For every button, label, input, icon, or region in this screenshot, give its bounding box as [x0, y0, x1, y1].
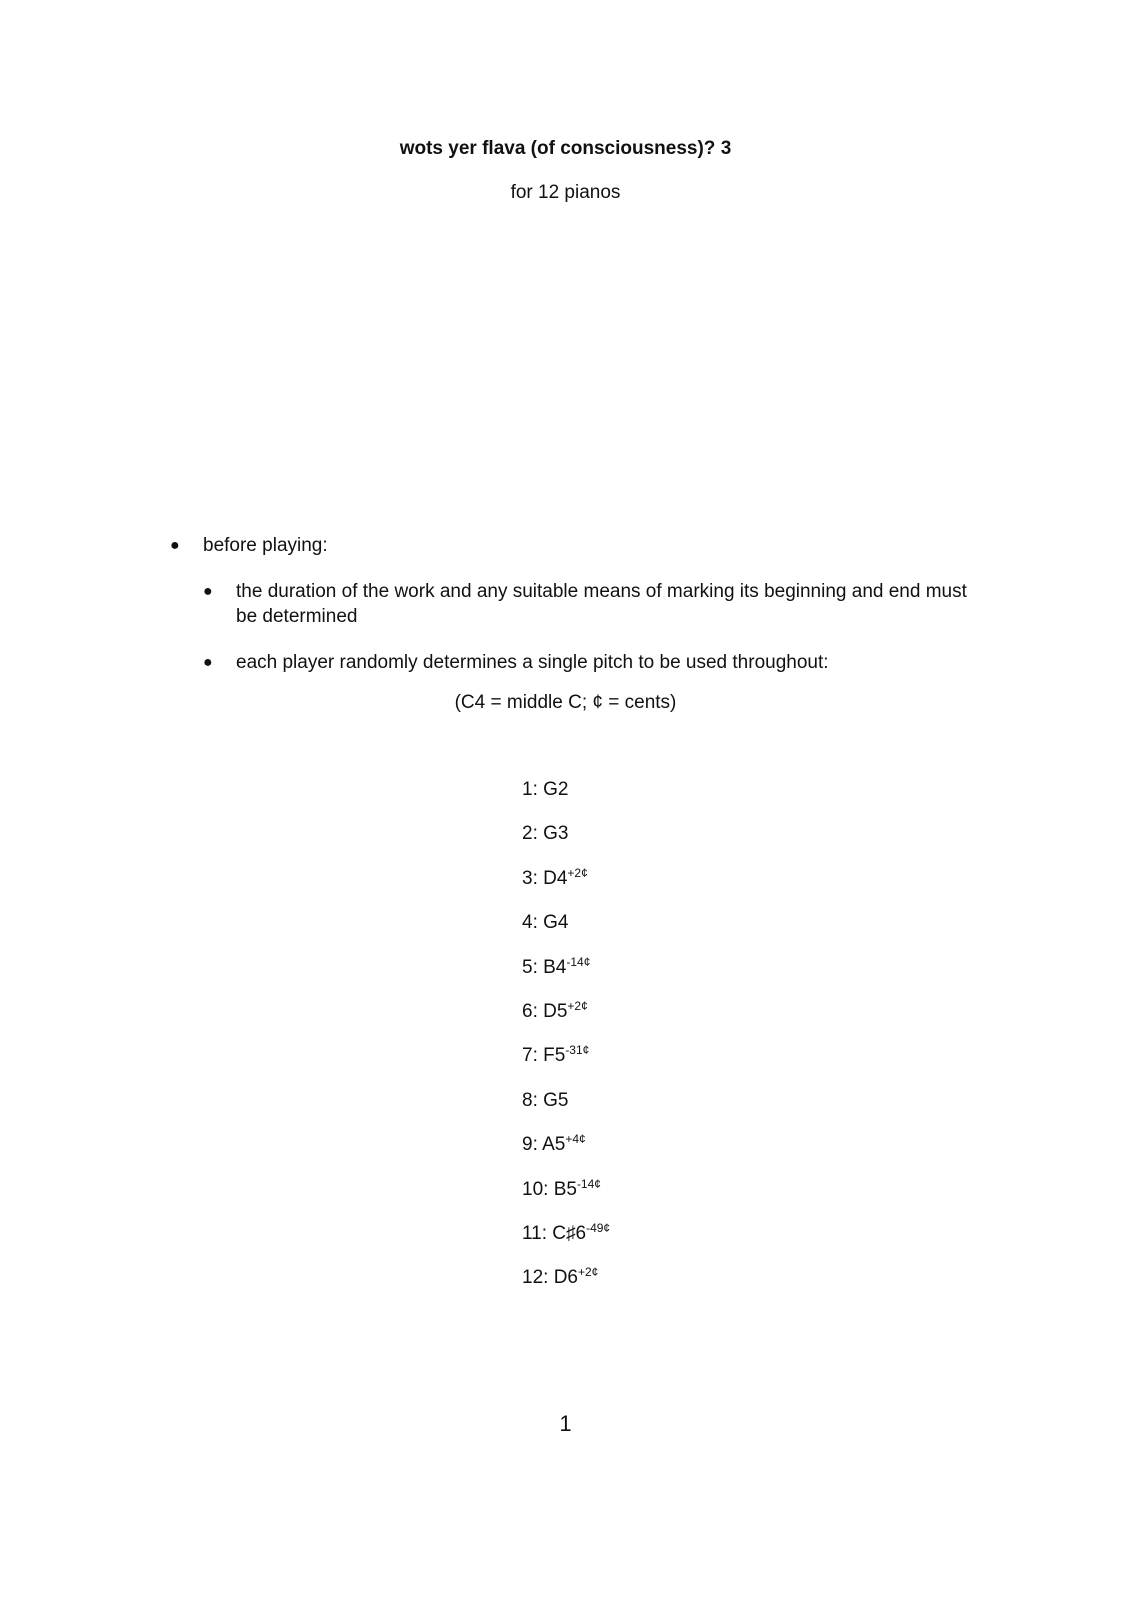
pitch-cents: -49¢: [586, 1220, 611, 1235]
page-number: 1: [559, 1411, 572, 1436]
instruction-item-text: each player randomly determines a single pitch to be used throughout:: [236, 652, 829, 673]
pitch-item: [522, 865, 610, 912]
instruction-item: [203, 650, 993, 675]
pitch-cents: +2¢: [567, 998, 588, 1013]
pitch-label: 2: G3: [522, 823, 569, 845]
bullet-icon: ●: [170, 537, 180, 554]
instruction-heading-text: before playing:: [203, 535, 328, 556]
document-subtitle: for 12 pianos: [510, 182, 621, 203]
bullet-icon: ●: [203, 583, 213, 600]
pitch-item: [522, 1176, 610, 1223]
pitch-label: 12: D6: [522, 1267, 578, 1289]
pitch-item: [522, 1045, 610, 1089]
pitch-item: [522, 1090, 610, 1134]
pitch-label: 1: G2: [522, 779, 569, 800]
pitch-label: 5: B4: [522, 956, 567, 978]
pitch-label: 8: G5: [522, 1089, 569, 1111]
pitch-cents: +4¢: [565, 1132, 586, 1147]
pitch-label: 7: F5: [522, 1045, 566, 1067]
pitch-label: 3: D4: [522, 867, 568, 889]
pitch-label: 6: D5: [522, 1000, 568, 1022]
pitch-label: 11: C♯6: [522, 1222, 587, 1244]
pitch-label: 4: G4: [522, 912, 569, 934]
pitch-legend: (C4 = middle C; ¢ = cents): [454, 692, 677, 713]
pitch-label: 10: B5: [522, 1178, 577, 1200]
pitch-cents: -31¢: [565, 1043, 590, 1058]
instruction-heading: [170, 533, 328, 558]
pitch-item: [522, 823, 610, 867]
pitch-item: [522, 1134, 610, 1178]
bullet-icon: ●: [203, 654, 213, 671]
pitch-item: [522, 1267, 610, 1311]
instruction-item-text: the duration of the work and any suitable means of marking its beginning and end must be determined: [236, 581, 967, 627]
pitch-cents: +2¢: [577, 1265, 599, 1280]
pitch-cents: -14¢: [576, 1176, 601, 1191]
pitch-cents: -14¢: [566, 954, 591, 969]
pitch-item: [522, 912, 610, 956]
pitch-list: [522, 779, 610, 1312]
pitch-item: [522, 954, 610, 1001]
pitch-label: 9: A5: [522, 1134, 566, 1156]
pitch-item: [522, 779, 610, 823]
document-title: wots yer flava (of consciousness)? 3: [399, 138, 732, 159]
pitch-cents: +2¢: [567, 865, 588, 880]
instruction-item: [203, 579, 993, 629]
pitch-item: [522, 1220, 611, 1267]
pitch-item: [522, 998, 610, 1045]
